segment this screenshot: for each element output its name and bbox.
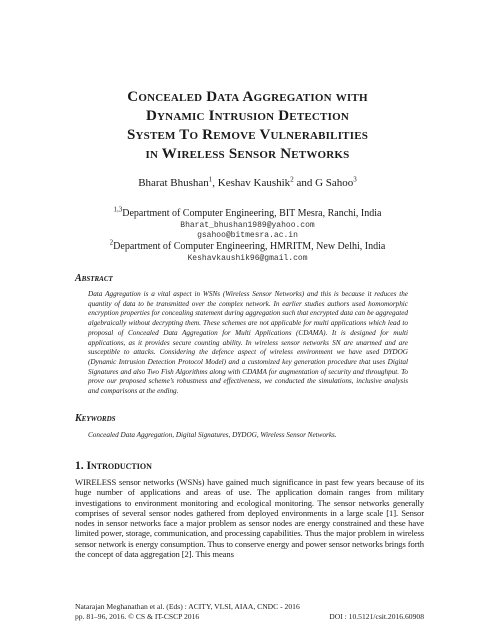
- author-name: G Sahoo: [315, 177, 354, 189]
- section-heading: 1. Introduction: [75, 460, 152, 472]
- keywords-text: Concealed Data Aggregation, Digital Signatures, DYDOG, Wireless Sensor Networks.: [88, 431, 337, 439]
- email: Keshavkaushik96@gmail.com: [187, 254, 308, 263]
- footer-line: pp. 81–96, 2016. © CS & IT-CSCP 2016: [75, 612, 200, 621]
- author-affil-mark: 1: [208, 175, 213, 184]
- affiliation: [0, 205, 495, 220]
- affil-text: Department of Computer Engineering, BIT Mesra, Ranchi, India: [122, 208, 382, 219]
- author-name: Keshav Kaushik: [217, 177, 291, 189]
- author-affil-mark: 3: [353, 175, 357, 184]
- author-separator: and: [293, 177, 316, 189]
- author-separator: ,: [212, 177, 218, 189]
- affil-mark: 2: [109, 238, 114, 247]
- abstract-heading: Abstract: [75, 273, 113, 284]
- section-body: WIRELESS sensor networks (WSNs) have gained much significance in past few years because of its huge number of applications and areas of use. The application domain ranges from military investigations to environment monitoring and ecological monitoring. The sensor networks generally comprises of several sensor nodes gathered from deployed environments in a large scale [1]. Sensor nodes in sensor networks face a major problem as sensor nodes are energy constrained and these have limited power, storage, communication, and processing capabilities. Thus the major problem in wireless sensor network is energy consumption. Thus to conserve energy and power sensor networks brings forth the concept of data aggregation [2]. This means: [75, 477, 424, 560]
- title-line: System To Remove Vulnerabilities: [126, 127, 369, 143]
- title-line: Concealed Data Aggregation with: [127, 89, 368, 105]
- author-list: [0, 177, 495, 189]
- affil-text: Department of Computer Engineering, HMRITM, New Delhi, India: [113, 241, 386, 252]
- affiliation: [0, 238, 495, 253]
- title-line: in Wireless Sensor Networks: [145, 146, 350, 162]
- footer-doi: DOI : 10.5121/csit.2016.60908: [329, 612, 424, 621]
- title-line: Dynamic Intrusion Detection: [146, 108, 349, 124]
- footer-line: Natarajan Meghanathan et al. (Eds) : ACITY, VLSI, AIAA, CNDC - 2016: [75, 602, 300, 611]
- author-name: Bharat Bhushan: [138, 177, 209, 189]
- affil-mark: 1,3: [113, 205, 123, 214]
- keywords-heading: Keywords: [75, 413, 116, 424]
- email: Bharat_bhushan1989@yahoo.com: [180, 221, 315, 230]
- footer-citation: [75, 602, 300, 622]
- abstract-text: Data Aggregation is a vital aspect in WSNs (Wireless Sensor Networks) and this is because it reduces the quantity of data to be transmitted over the complex network. In earlier studies authors used homomorphic encryption properties for concealing statement during aggregation such that encrypted data can be aggregated algebraically without decrypting them. These schemes are not applicable for multi applications which lead to proposal of Concealed Data Aggregation for Multi Applications (CDAMA). It is designed for multi applications, as it provides secure counting ability. In wireless sensor networks SN are unarmed and are susceptible to attacks. Considering the defence aspect of wireless environment we have used DYDOG (Dynamic Intrusion Detection Protocol Model) and a customized key generation procedure that uses Digital Signatures and also Two Fish Algorithms along with CDAMA for augmentation of security and throughput. To prove our proposed scheme’s robustness and effectiveness, we conducted the simulations, inclusive analysis and comparisons at the ending.: [88, 290, 408, 396]
- paper-title: [50, 88, 445, 164]
- email: gsahoo@bitmesra.ac.in: [197, 231, 298, 240]
- author-affil-mark: 2: [290, 175, 294, 184]
